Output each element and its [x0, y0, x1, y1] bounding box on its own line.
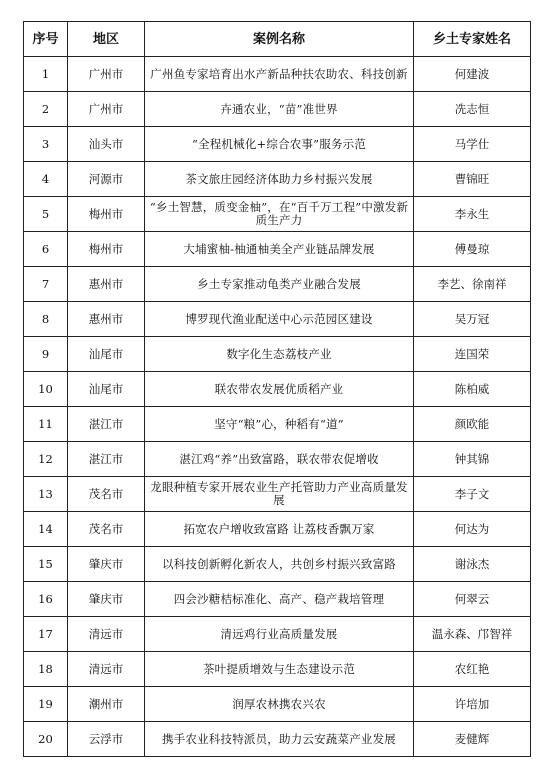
cell-region: 汕头市	[68, 127, 145, 162]
cell-region: 肇庆市	[68, 582, 145, 617]
cell-expert: 冼志恒	[414, 92, 531, 127]
cell-region: 惠州市	[68, 267, 145, 302]
table-row	[24, 477, 531, 512]
table-row	[24, 617, 531, 652]
cell-case-name: 坚守“粮”心，种稻有“道”	[145, 407, 414, 442]
cell-region: 惠州市	[68, 302, 145, 337]
cell-region: 湛江市	[68, 442, 145, 477]
cell-expert: 温永森、邝智祥	[414, 617, 531, 652]
cell-expert: 连国荣	[414, 337, 531, 372]
table-body	[24, 57, 531, 757]
cell-case-name: 广州鱼专家培育出水产新品种扶农助农、科技创新	[145, 57, 414, 92]
cell-case-name: 四会沙糖桔标准化、高产、稳产栽培管理	[145, 582, 414, 617]
table-row	[24, 687, 531, 722]
table-row	[24, 232, 531, 267]
cell-expert: 何达为	[414, 512, 531, 547]
cell-case-name: 联农带农发展优质稻产业	[145, 372, 414, 407]
cell-region: 肇庆市	[68, 547, 145, 582]
cell-no: 9	[24, 337, 68, 372]
cell-case-name: 博罗现代渔业配送中心示范园区建设	[145, 302, 414, 337]
cell-expert: 颜欧能	[414, 407, 531, 442]
cell-case-name: 湛江鸡“养”出致富路，联农带农促增收	[145, 442, 414, 477]
cell-expert: 农红艳	[414, 652, 531, 687]
cell-case-name: 乡土专家推动龟类产业融合发展	[145, 267, 414, 302]
case-table	[23, 21, 531, 757]
header-region: 地区	[68, 22, 145, 57]
table-row	[24, 162, 531, 197]
cell-region: 茂名市	[68, 477, 145, 512]
cell-region: 汕尾市	[68, 372, 145, 407]
header-no: 序号	[24, 22, 68, 57]
cell-case-name: 携手农业科技特派员，助力云安蔬菜产业发展	[145, 722, 414, 757]
cell-case-name: 数字化生态荔枝产业	[145, 337, 414, 372]
table-row	[24, 722, 531, 757]
table-row	[24, 337, 531, 372]
cell-expert: 李永生	[414, 197, 531, 232]
cell-expert: 李艺、徐南祥	[414, 267, 531, 302]
table-row	[24, 512, 531, 547]
cell-no: 14	[24, 512, 68, 547]
cell-expert: 吴万冠	[414, 302, 531, 337]
table-row	[24, 652, 531, 687]
cell-region: 云浮市	[68, 722, 145, 757]
cell-no: 18	[24, 652, 68, 687]
cell-no: 19	[24, 687, 68, 722]
table-row	[24, 582, 531, 617]
cell-case-name: 茶叶提质增效与生态建设示范	[145, 652, 414, 687]
header-expert: 乡土专家姓名	[414, 22, 531, 57]
cell-no: 5	[24, 197, 68, 232]
header-row	[24, 22, 531, 57]
cell-no: 3	[24, 127, 68, 162]
cell-region: 河源市	[68, 162, 145, 197]
cell-no: 6	[24, 232, 68, 267]
cell-case-name: 卉通农业，“苗”准世界	[145, 92, 414, 127]
cell-expert: 何建波	[414, 57, 531, 92]
cell-expert: 谢泳杰	[414, 547, 531, 582]
cell-no: 1	[24, 57, 68, 92]
cell-case-name: 润厚农林携农兴农	[145, 687, 414, 722]
cell-no: 11	[24, 407, 68, 442]
cell-region: 汕尾市	[68, 337, 145, 372]
cell-region: 清远市	[68, 652, 145, 687]
cell-region: 潮州市	[68, 687, 145, 722]
cell-case-name: 龙眼种植专家开展农业生产托管助力产业高质量发展	[145, 477, 414, 512]
cell-region: 梅州市	[68, 197, 145, 232]
cell-no: 10	[24, 372, 68, 407]
cell-expert: 何翠云	[414, 582, 531, 617]
table-row	[24, 127, 531, 162]
cell-no: 16	[24, 582, 68, 617]
cell-expert: 李子文	[414, 477, 531, 512]
table-row	[24, 197, 531, 232]
cell-case-name: 拓宽农户增收致富路 让荔枝香飘万家	[145, 512, 414, 547]
table-row	[24, 302, 531, 337]
cell-expert: 曹锦旺	[414, 162, 531, 197]
cell-expert: 傅曼琼	[414, 232, 531, 267]
cell-no: 13	[24, 477, 68, 512]
cell-expert: 钟其锦	[414, 442, 531, 477]
table-row	[24, 547, 531, 582]
cell-region: 湛江市	[68, 407, 145, 442]
cell-no: 4	[24, 162, 68, 197]
cell-case-name: 大埔蜜柚-柚通柚美全产业链品牌发展	[145, 232, 414, 267]
cell-case-name: 以科技创新孵化新农人，共创乡村振兴致富路	[145, 547, 414, 582]
cell-no: 8	[24, 302, 68, 337]
table-row	[24, 57, 531, 92]
table-row	[24, 267, 531, 302]
table-row	[24, 372, 531, 407]
cell-no: 17	[24, 617, 68, 652]
table-row	[24, 407, 531, 442]
cell-case-name: 茶文旅庄园经济体助力乡村振兴发展	[145, 162, 414, 197]
cell-expert: 麦健辉	[414, 722, 531, 757]
cell-region: 广州市	[68, 92, 145, 127]
cell-case-name: “乡土智慧，质变金柚”，在“百千万工程”中激发新质生产力	[145, 197, 414, 232]
cell-expert: 许培加	[414, 687, 531, 722]
cell-region: 广州市	[68, 57, 145, 92]
cell-no: 7	[24, 267, 68, 302]
table-row	[24, 92, 531, 127]
cell-case-name: “全程机械化+综合农事”服务示范	[145, 127, 414, 162]
cell-region: 清远市	[68, 617, 145, 652]
cell-region: 茂名市	[68, 512, 145, 547]
header-case-name: 案例名称	[145, 22, 414, 57]
cell-expert: 陈柏威	[414, 372, 531, 407]
cell-no: 20	[24, 722, 68, 757]
cell-expert: 马学仕	[414, 127, 531, 162]
cell-case-name: 清远鸡行业高质量发展	[145, 617, 414, 652]
cell-region: 梅州市	[68, 232, 145, 267]
cell-no: 12	[24, 442, 68, 477]
cell-no: 15	[24, 547, 68, 582]
cell-no: 2	[24, 92, 68, 127]
table-row	[24, 442, 531, 477]
